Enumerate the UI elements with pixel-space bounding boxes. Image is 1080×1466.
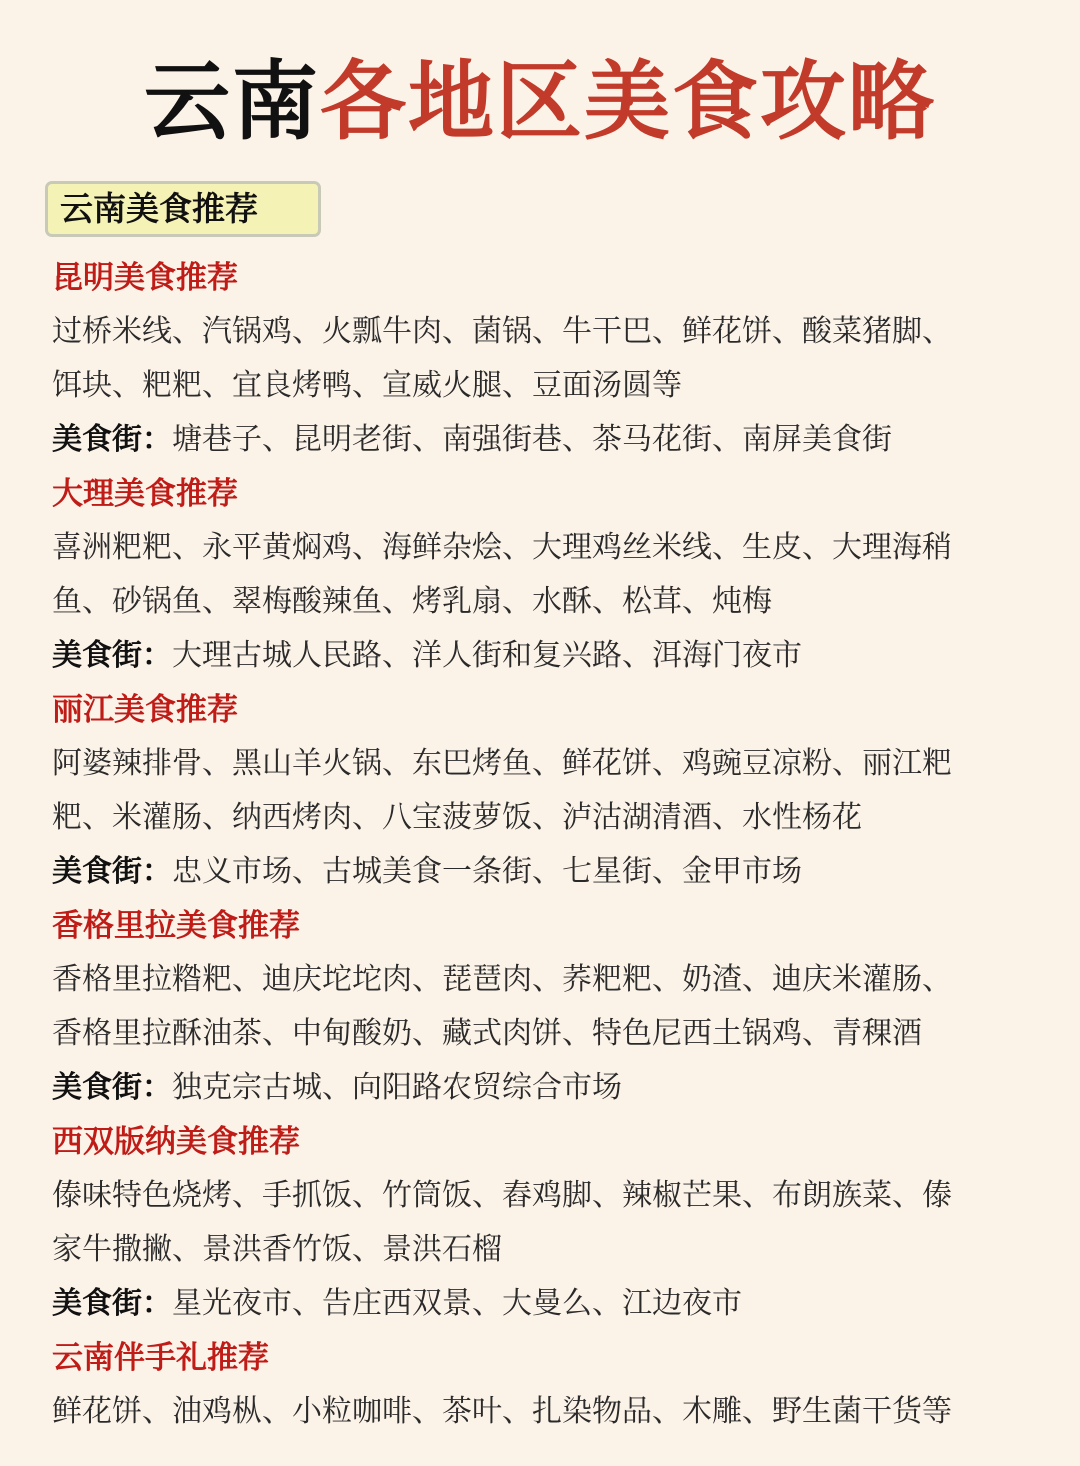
page-title-part2: 各地区美食攻略 [320, 52, 936, 152]
food-line: 家牛撒撇、景洪香竹饭、景洪石榴 [52, 1232, 502, 1267]
food-line: 过桥米线、汽锅鸡、火瓢牛肉、菌锅、牛干巴、鲜花饼、酸菜猪脚、 [52, 314, 952, 349]
food-list-xishuangbanna [52, 1169, 1052, 1277]
page-title-part1: 云南 [144, 52, 320, 152]
street-list: 塘巷子、昆明老街、南强街巷、茶马花街、南屏美食街 [172, 422, 892, 457]
food-line: 鲜花饼、油鸡枞、小粒咖啡、茶叶、扎染物品、木雕、野生菌干货等 [52, 1394, 952, 1429]
region-section-dali [52, 467, 1052, 683]
street-label: 美食街： [52, 1286, 172, 1321]
street-list: 星光夜市、告庄西双景、大曼么、江边夜市 [172, 1286, 742, 1321]
street-label: 美食街： [52, 638, 172, 673]
street-label: 美食街： [52, 422, 172, 457]
food-line: 傣味特色烧烤、手抓饭、竹筒饭、舂鸡脚、辣椒芒果、布朗族菜、傣 [52, 1178, 952, 1213]
region-section-lijiang [52, 683, 1052, 899]
food-list-kunming [52, 305, 1052, 413]
food-line: 香格里拉糌粑、迪庆坨坨肉、琵琶肉、荞粑粑、奶渣、迪庆米灌肠、 [52, 962, 952, 997]
food-line: 粑、米灌肠、纳西烤肉、八宝菠萝饭、泸沽湖清酒、水性杨花 [52, 800, 862, 835]
section-title-kunming: 昆明美食推荐 [52, 260, 238, 296]
souvenir-list [52, 1385, 1052, 1439]
page-title [0, 52, 1080, 152]
section-title-xishuangbanna: 西双版纳美食推荐 [52, 1124, 300, 1160]
food-list-lijiang [52, 737, 1052, 845]
section-title-shangrila: 香格里拉美食推荐 [52, 908, 300, 944]
food-line: 香格里拉酥油茶、中甸酸奶、藏式肉饼、特色尼西土锅鸡、青稞酒 [52, 1016, 922, 1051]
food-list-dali [52, 521, 1052, 629]
section-badge: 云南美食推荐 [45, 181, 321, 237]
food-street-dali [52, 629, 1052, 683]
street-list: 忠义市场、古城美食一条街、七星街、金甲市场 [172, 854, 802, 889]
food-line: 喜洲粑粑、永平黄焖鸡、海鲜杂烩、大理鸡丝米线、生皮、大理海稍 [52, 530, 952, 565]
section-title-dali: 大理美食推荐 [52, 476, 238, 512]
street-list: 大理古城人民路、洋人街和复兴路、洱海门夜市 [172, 638, 802, 673]
food-street-xishuangbanna [52, 1277, 1052, 1331]
street-list: 独克宗古城、向阳路农贸综合市场 [172, 1070, 622, 1105]
street-label: 美食街： [52, 1070, 172, 1105]
street-label: 美食街： [52, 854, 172, 889]
region-section-souvenirs [52, 1331, 1052, 1439]
region-section-xishuangbanna [52, 1115, 1052, 1331]
food-street-kunming [52, 413, 1052, 467]
food-list-shangrila [52, 953, 1052, 1061]
food-line: 鱼、砂锅鱼、翠梅酸辣鱼、烤乳扇、水酥、松茸、炖梅 [52, 584, 772, 619]
region-section-kunming [52, 251, 1052, 467]
section-title-souvenirs: 云南伴手礼推荐 [52, 1340, 269, 1376]
content [52, 251, 1052, 1439]
section-title-lijiang: 丽江美食推荐 [52, 692, 238, 728]
region-section-shangrila [52, 899, 1052, 1115]
food-line: 阿婆辣排骨、黑山羊火锅、东巴烤鱼、鲜花饼、鸡豌豆凉粉、丽江粑 [52, 746, 952, 781]
food-street-shangrila [52, 1061, 1052, 1115]
food-line: 饵块、粑粑、宜良烤鸭、宣威火腿、豆面汤圆等 [52, 368, 682, 403]
food-street-lijiang [52, 845, 1052, 899]
